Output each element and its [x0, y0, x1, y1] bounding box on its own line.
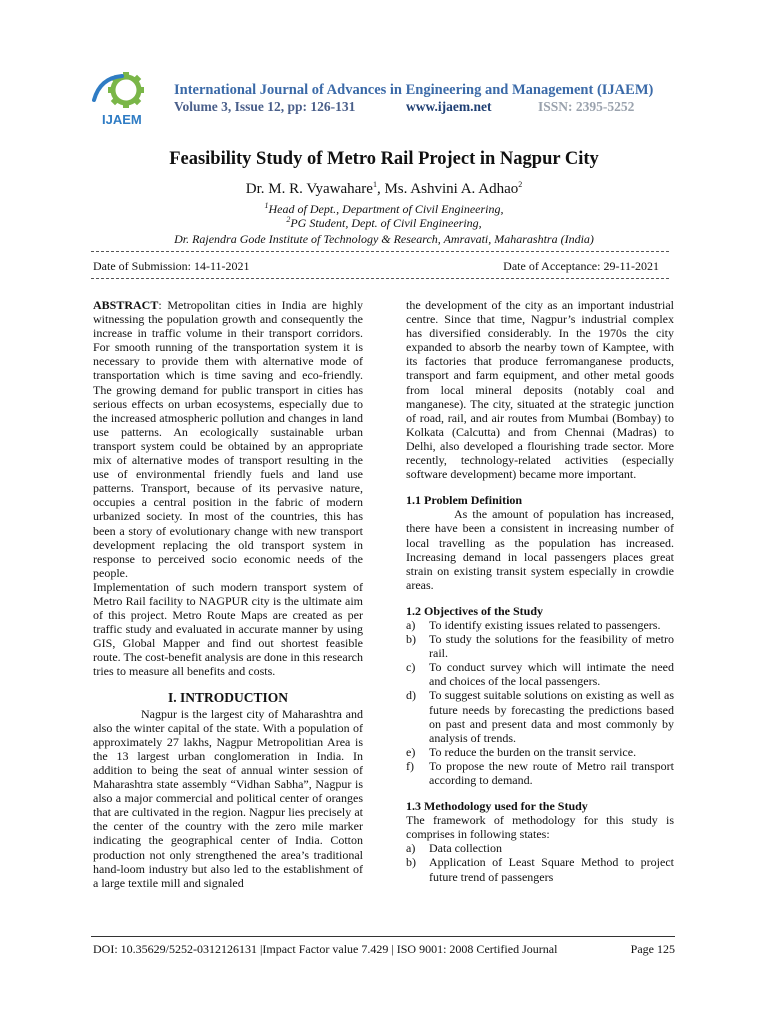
- left-column: [93, 298, 363, 890]
- journal-name: International Journal of Advances in Engineering and Management (IJAEM): [174, 82, 654, 98]
- doi-link[interactable]: DOI: 10.35629/5252-0312126131: [93, 942, 257, 956]
- author-2-sup: 2: [518, 180, 523, 189]
- logo-text: IJAEM: [102, 112, 142, 127]
- divider: [91, 251, 669, 252]
- journal-header: [88, 68, 688, 130]
- paper-title: Feasibility Study of Metro Rail Project in Nagpur City: [169, 149, 599, 169]
- introduction-continued: the development of the city as an important industrial centre. Since that time, Nagpur’s industrial complex has diversified considerably. In the 1970s the city expanded to absorb the nearby town of Kamptee, with its factories that produce ferromanganese products, transport and farm equipment, and other metal goods from local mineral deposits (notably coal and manganese). The city, situated at the strategic junction of road, rail, and air routes from Mumbai (Bombay) to Kolkata (Calcutta) and from Chennai (Madras) to Delhi, also developed a flourishing trade sector. More recently, technology-related activities (especially software development) became more important.: [406, 298, 674, 482]
- methodology-list: [406, 841, 674, 883]
- list-item: b) To study the solutions for the feasibility of metro rail.: [406, 632, 674, 661]
- footer-doi: [93, 942, 557, 957]
- affiliation-1-sup: 1: [264, 201, 269, 210]
- objectives-list: [406, 618, 674, 787]
- introduction-heading: I. INTRODUCTION: [167, 689, 289, 705]
- footer-info: |Impact Factor value 7.429 | ISO 9001: 2008 Certified Journal: [257, 942, 558, 956]
- affiliation-2: [0, 216, 768, 230]
- page-number: Page 125: [630, 942, 675, 956]
- affiliation-3: Dr. Rajendra Gode Institute of Technology & Research, Amravati, Maharashtra (India): [174, 232, 594, 246]
- list-item: d) To suggest suitable solutions on existing as well as future needs by forecasting the predictions based on past and present data and most commonly by analysis of trends.: [406, 688, 674, 745]
- methodology-text: The framework of methodology for this study is comprises in following states:: [406, 813, 674, 842]
- affiliation-2-sup: 2: [286, 215, 291, 224]
- divider: [91, 278, 669, 279]
- abstract-text: : Metropolitan cities in India are highly witnessing the population growth and consequently the increase in traffic volume in their transport corridors. For smooth running of the transportation system it is necessary to provide them with alternative mode of transportation which is time saving and eco-friendly. The growing demand for public transport in cities has serious effects on urban ecosystems, especially due to the increased atmospheric pollution and changes in land use patterns. An ecologically sustainable urban transport system could be obtained by an appropriate mix of alternative modes of transport resulting in the use of environmental friendly fuels and land use patterns. Transport, because of its pervasive nature, occupies a central position in the fabric of modern urbanized society. In most of the countries, this has been a story of evolutionary change with new transport development replacing the old transport system in response to perceived socio economic needs of the people.: [93, 298, 363, 580]
- problem-heading: 1.1 Problem Definition: [406, 493, 523, 508]
- author-line: [0, 181, 768, 198]
- right-column: [406, 298, 674, 884]
- affiliation-1-text: Head of Dept., Department of Civil Engineering,: [268, 202, 504, 216]
- footer-rule: [91, 936, 675, 937]
- problem-text: As the amount of population has increased, there have been a consistent in increasing number of local travelling as the population has increased. Increasing demand in local passengers places great strain on existing transit system especially in crowdie areas.: [406, 507, 674, 592]
- abstract: [93, 298, 363, 580]
- submission-date: Date of Submission: 14-11-2021: [93, 259, 250, 273]
- introduction-text: Nagpur is the largest city of Maharashtra and also the winter capital of the state. With a population of approximately 27 lakhs, Nagpur Metropolitian Area is the 13 largest urban conglomeration in India. In addition to being the seat of annual winter session of Maharashtra state assembly “Vidhan Sabha”, Nagpur is also a major commercial and political center of oranges that are cultivated in the region. Nagpur lies precisely at the center of the country with the zero mile marker indicating the geographical center of India. Cotton production not only strengthened the area’s traditional hand-loom industry but also led to the establishment of a large textile mill and signaled: [93, 706, 363, 890]
- list-item: c) To conduct survey which will intimate the need and choices of the local passengers.: [406, 660, 674, 689]
- list-item: f) To propose the new route of Metro rail transport according to demand.: [406, 758, 674, 787]
- list-item: a) Data collection: [406, 841, 502, 856]
- list-item: b) Application of Least Square Method to project future trend of passengers: [406, 855, 674, 884]
- abstract-text-2: Implementation of such modern transport system of Metro Rail facility to NAGPUR city is the ultimate aim of this project. Metro Route Maps are created as per traffic study and evaluated in accurate manner by using GIS, Global Mapper and find out shortest feasible route. The cost-benefit analysis are done in this research tries to measure all benefits and costs.: [93, 579, 364, 679]
- affiliation-1: [0, 202, 768, 216]
- journal-volume: Volume 3, Issue 12, pp: 126-131: [174, 99, 356, 114]
- abstract-label: ABSTRACT: [93, 298, 159, 312]
- list-item: a) To identify existing issues related to passengers.: [406, 617, 661, 632]
- affiliation-2-text: PG Student, Dept. of Civil Engineering,: [290, 216, 482, 230]
- ijaem-logo: [88, 70, 160, 128]
- acceptance-date: Date of Acceptance: 29-11-2021: [503, 259, 659, 273]
- journal-issn: ISSN: 2395-5252: [538, 99, 635, 114]
- methodology-heading: 1.3 Methodology used for the Study: [406, 799, 588, 814]
- author-1-sup: 1: [372, 180, 377, 189]
- list-item: e) To reduce the burden on the transit service.: [406, 744, 637, 759]
- journal-website[interactable]: www.ijaem.net: [406, 99, 492, 114]
- objectives-heading: 1.2 Objectives of the Study: [406, 603, 543, 618]
- author-1: Dr. M. R. Vyawahare: [245, 181, 373, 197]
- author-separator: ,: [376, 181, 385, 197]
- author-2: Ms. Ashvini A. Adhao: [384, 181, 519, 197]
